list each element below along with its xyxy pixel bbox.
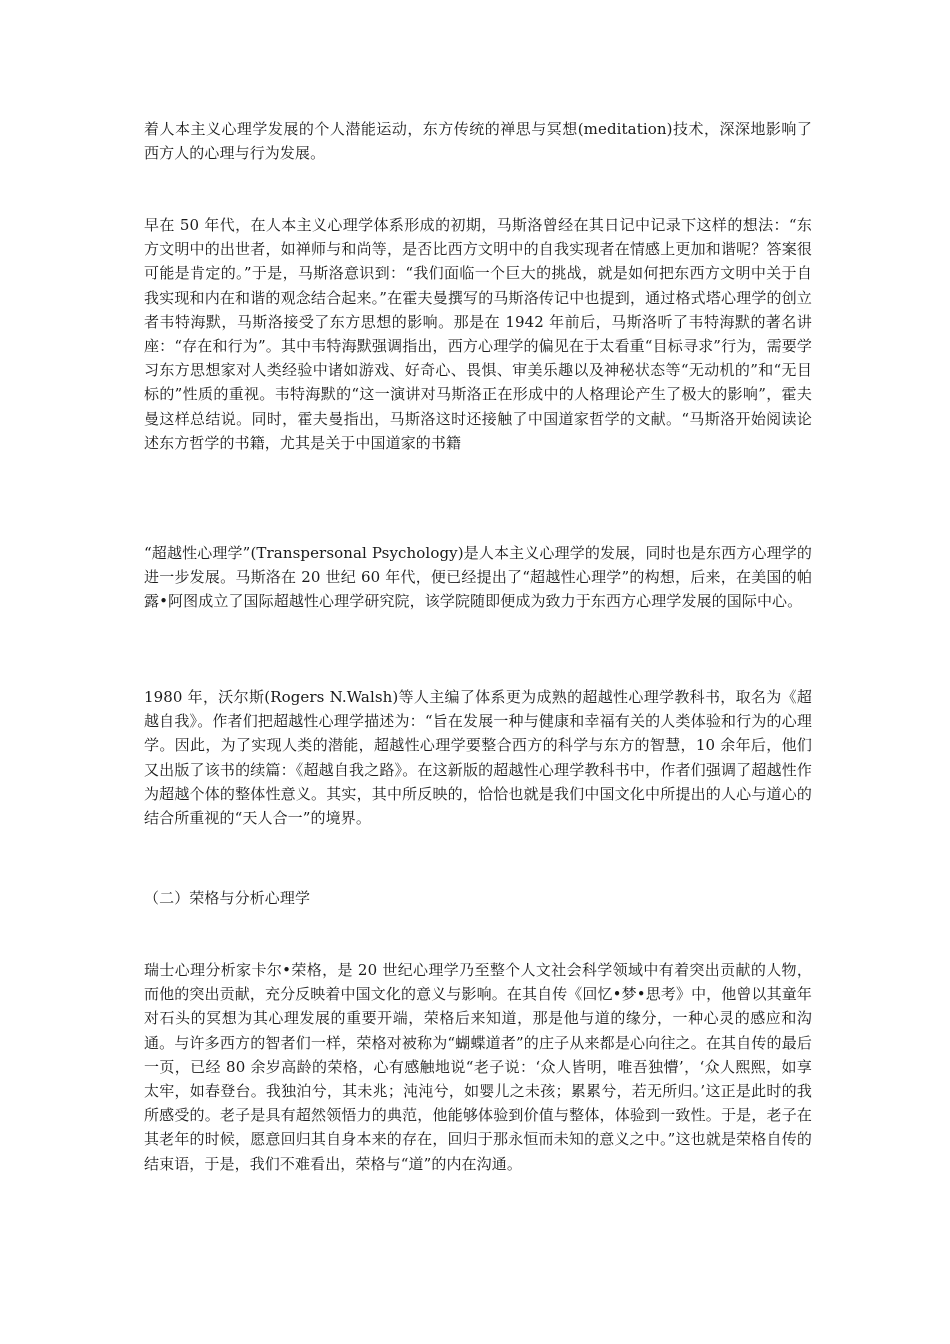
section-heading-jung: （二）荣格与分析心理学 <box>144 889 311 907</box>
paragraph-transpersonal-psychology: “超越性心理学”(Transpersonal Psychology)是人本主义心理学的发展，同时也是东西方心理学的进一步发展。马斯洛在 20 世纪 60 年代，便已经提出了“超越性心理学”的构想，后来，在美国的帕露•阿图成立了国际超越性心理学研究院，该学院随即便成为致力于东西方心理学发展的国际中心。 <box>144 544 812 611</box>
paragraph-meditation-influence: 着人本主义心理学发展的个人潜能运动，东方传统的禅思与冥想(meditation)技术，深深地影响了西方人的心理与行为发展。 <box>144 120 812 163</box>
paragraph-jung-and-tao: 瑞士心理分析家卡尔•荣格，是 20 世纪心理学乃至整个人文社会科学领域中有着突出贡献的人物，而他的突出贡献，充分反映着中国文化的意义与影响。在其自传《回忆•梦•思考》中，他曾以其童年对石头的冥想为其心理发展的重要开端，荣格后来知道，那是他与道的缘分，一种心灵的感应和沟通。与许多西方的智者们一样，荣格对被称为“蝴蝶道者”的庄子从来都是心向往之。在其自传的最后一页，已经 80 余岁高龄的荣格，心有感触地说“老子说：‘众人皆明，唯吾独懵’，‘众人熙熙，如享太牢，如春登台。我独泊兮，其未兆；沌沌兮，如婴儿之未孩；累累兮，若无所归。’这正是此时的我所感受的。老子是具有超然领悟力的典范，他能够体验到价值与整体，体验到一致性。于是，老子在其老年的时候，愿意回归其自身本来的存在，回归于那永恒而未知的意义之中。”这也就是荣格自传的结束语，于是，我们不难看出，荣格与“道”的内在沟通。 <box>144 961 812 1173</box>
paragraph-maslow-eastern-thought: 早在 50 年代，在人本主义心理学体系形成的初期，马斯洛曾经在其日记中记录下这样的想法：“东方文明中的出世者，如禅师与和尚等，是否比西方文明中的自我实现者在情感上更加和谐呢？答案很可能是肯定的。”于是，马斯洛意识到：“我们面临一个巨大的挑战，就是如何把东西方文明中关于自我实现和内在和谐的观念结合起来。”在霍夫曼撰写的马斯洛传记中也提到，通过格式塔心理学的创立者韦特海默，马斯洛接受了东方思想的影响。那是在 1942 年前后，马斯洛听了韦特海默的著名讲座：“存在和行为”。其中韦特海默强调指出，西方心理学的偏见在于太看重“目标寻求”行为，需要学习东方思想家对人类经验中诸如游戏、好奇心、畏惧、审美乐趣以及神秘状态等“无动机的”和“无目标的”性质的重视。韦特海默的“这一演讲对马斯洛正在形成中的人格理论产生了极大的影响”，霍夫曼这样总结说。同时，霍夫曼指出，马斯洛这时还接触了中国道家哲学的文献。“马斯洛开始阅读论述东方哲学的书籍，尤其是关于中国道家的书籍 <box>144 216 812 452</box>
paragraph-beyond-ego: 1980 年，沃尔斯(Rogers N.Walsh)等人主编了体系更为成熟的超越性心理学教科书，取名为《超越自我》。作者们把超越性心理学描述为：“旨在发展一种与健康和幸福有关的人类体验和行为的心理学。因此，为了实现人类的潜能，超越性心理学要整合西方的科学与东方的智慧，10 余年后，他们又出版了该书的续篇：《超越自我之路》。在这新版的超越性心理学教科书中，作者们强调了超越性作为超越个体的整体性意义。其实，其中所反映的，恰恰也就是我们中国文化中所提出的人心与道心的结合所重视的“天人合一”的境界。 <box>144 688 812 828</box>
